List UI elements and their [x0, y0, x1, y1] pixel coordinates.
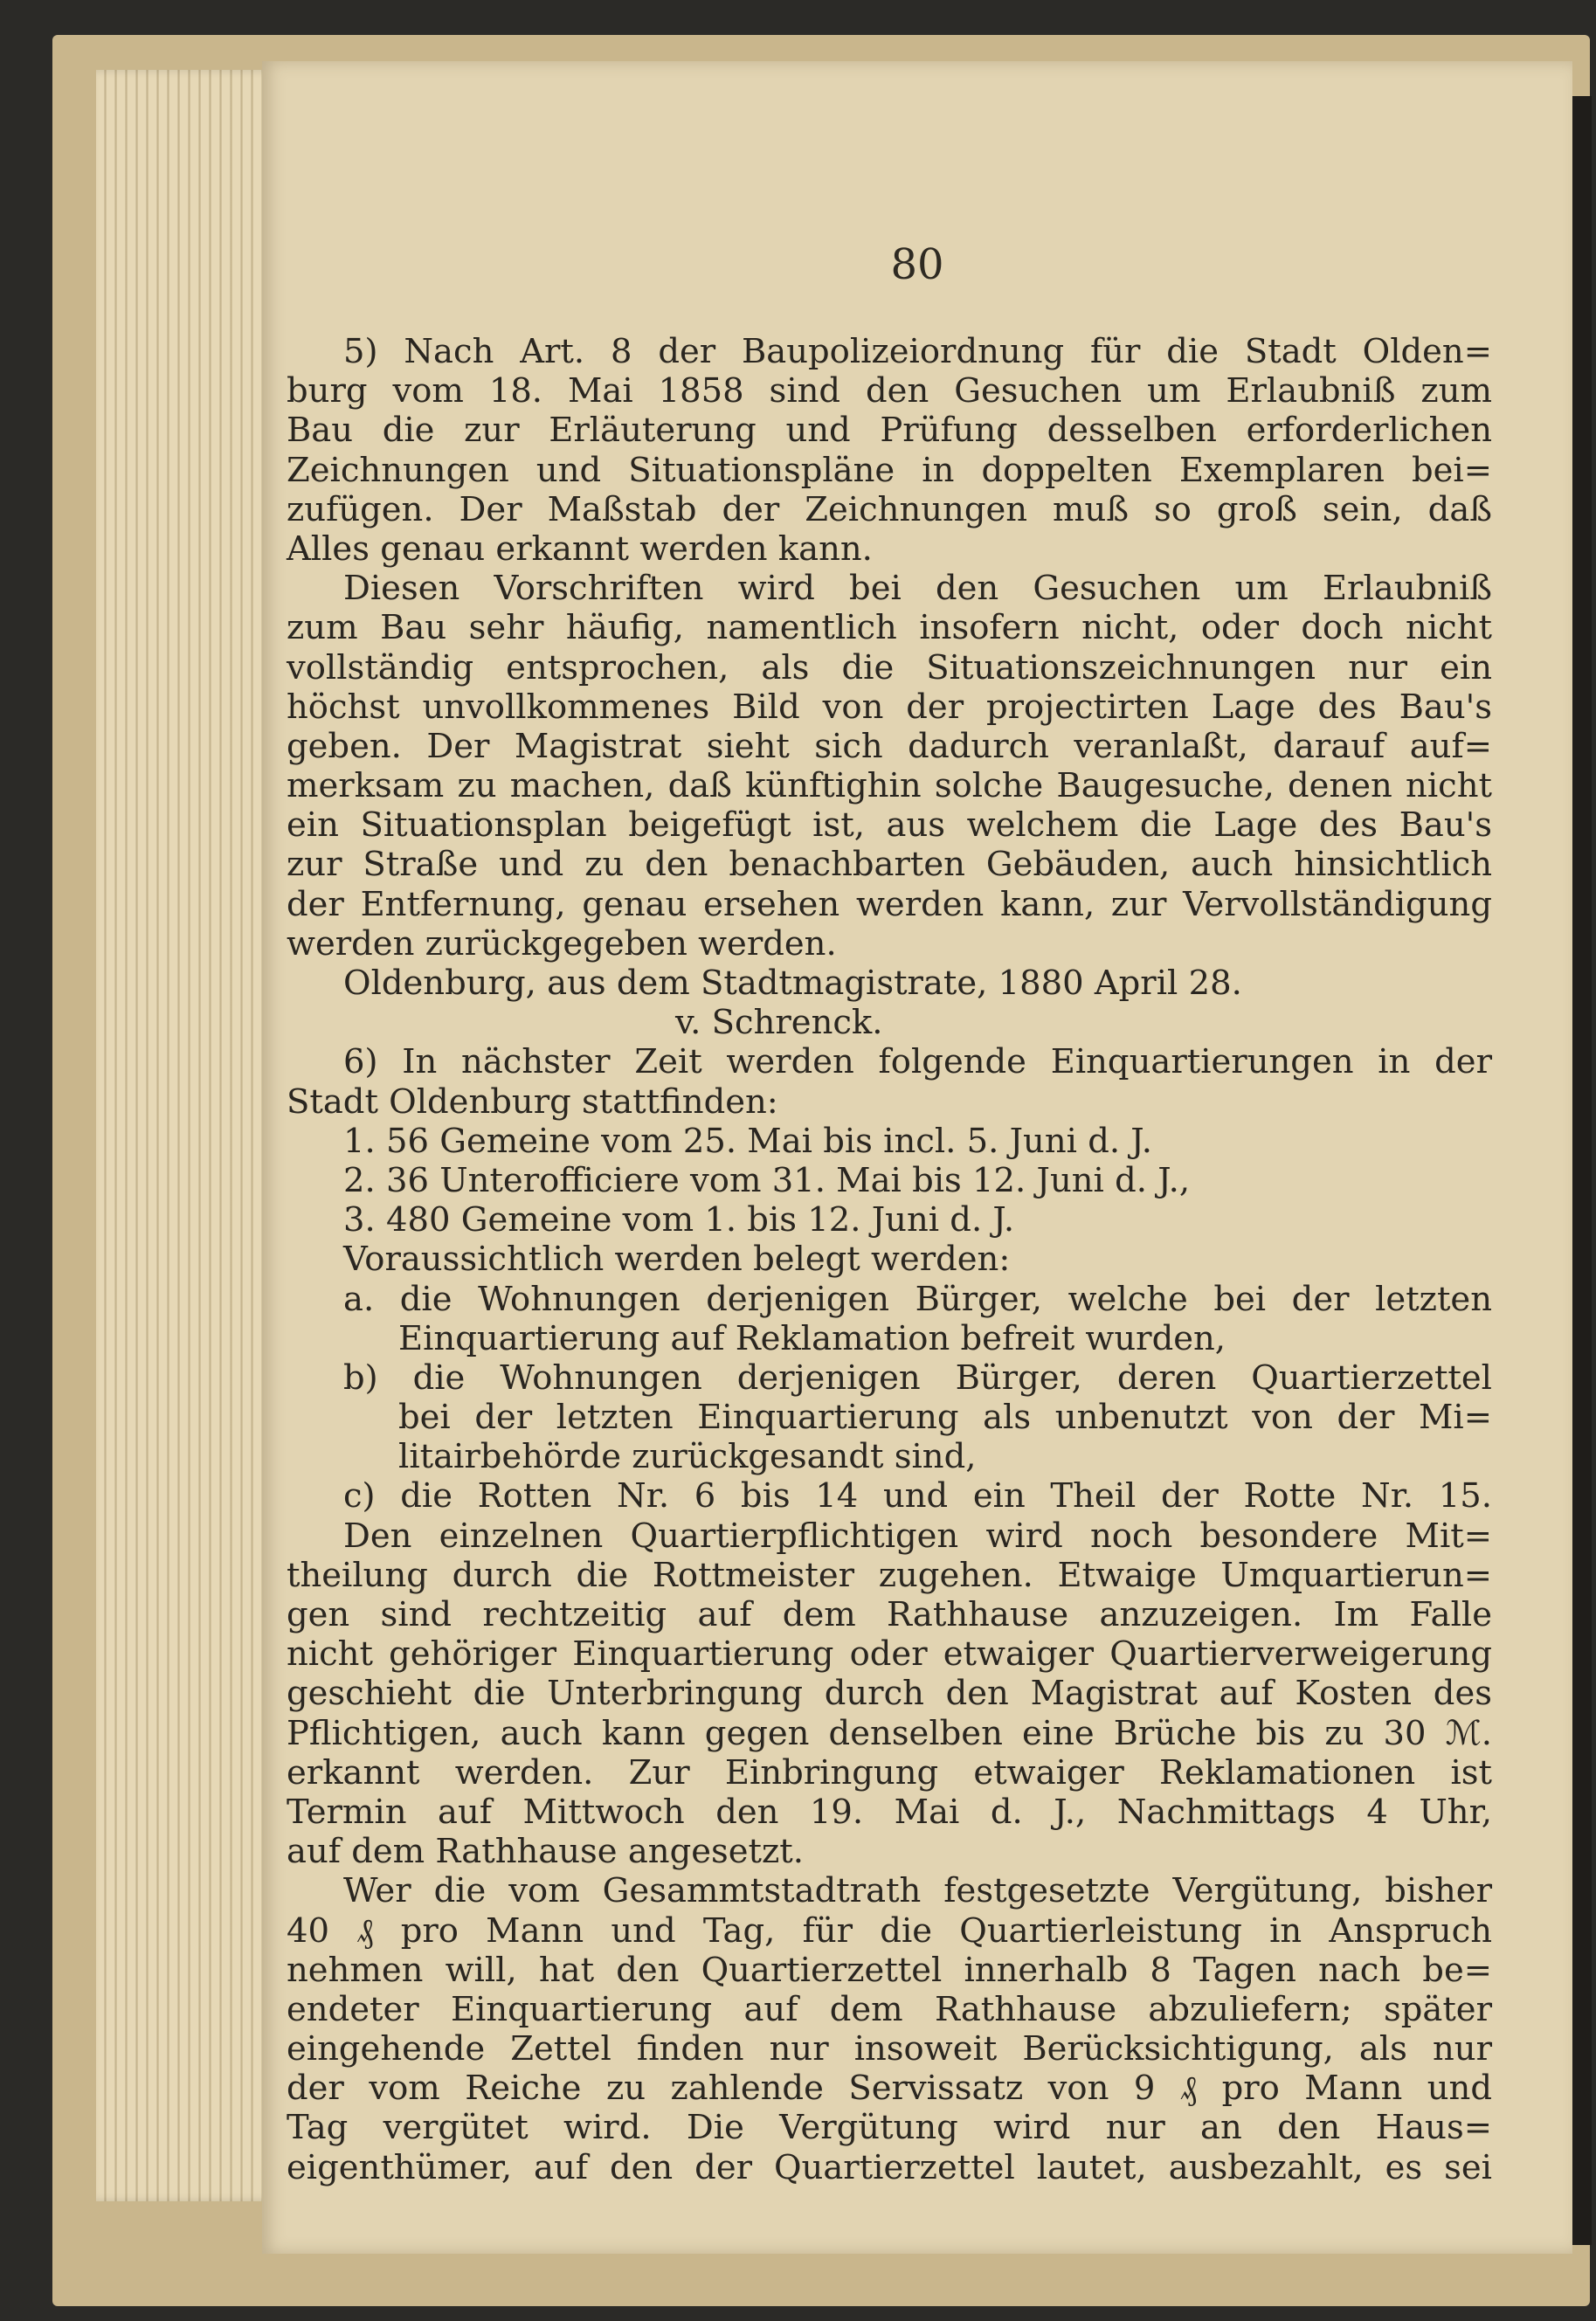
- text-line: [287, 1476, 1492, 1516]
- text-line-content: vollständig entsprochen, als die Situationszeichnungen nur ein: [287, 647, 1492, 687]
- text-line-content: ein Situationsplan beigefügt ist, aus welchem die Lage des Bau's: [287, 805, 1492, 846]
- text-line-content: Voraussichtlich werden belegt werden:: [343, 1240, 1011, 1280]
- text-line: [287, 1516, 1492, 1556]
- text-line: [287, 451, 1492, 490]
- text-line-content: erkannt werden. Zur Einbringung etwaiger Reklamationen ist: [287, 1752, 1492, 1793]
- text-line-content: Diesen Vorschriften wird bei den Gesuchen um Erlaubniß: [343, 569, 1492, 609]
- text-line: [287, 1871, 1492, 1910]
- text-line: [287, 1082, 1492, 1122]
- text-line: [287, 1042, 1492, 1081]
- text-line-content: v. Schrenck.: [675, 1003, 883, 1043]
- text-line: [287, 1398, 1492, 1437]
- text-line-content: Wer die vom Gesammtstadtrath festgesetzte Vergütung, bisher: [343, 1871, 1492, 1911]
- text-line: [287, 1200, 1492, 1240]
- text-line: [287, 2069, 1492, 2108]
- text-line: [287, 332, 1492, 371]
- text-line-content: endeter Einquartierung auf dem Rathhause abzuliefern; später: [287, 1989, 1492, 2029]
- text-line: [287, 1437, 1492, 1476]
- text-line: [287, 1595, 1492, 1634]
- text-line-content: Oldenburg, aus dem Stadtmagistrate, 1880 April 28.: [343, 964, 1242, 1003]
- text-line-content: 3. 480 Gemeine vom 1. bis 12. Juni d. J.: [343, 1200, 1015, 1240]
- text-line-content: werden zurückgegeben werden.: [287, 923, 837, 964]
- text-line-content: 40 ₰ pro Mann und Tag, für die Quartierleistung in Anspruch: [287, 1910, 1492, 1951]
- text-line-content: Alles genau erkannt werden kann.: [287, 528, 873, 569]
- background-strip: [1572, 96, 1592, 2245]
- text-line-content: eingehende Zettel finden nur insoweit Berücksichtigung, als nur: [287, 2029, 1492, 2069]
- text-line: [287, 805, 1492, 845]
- text-line: [287, 1911, 1492, 1951]
- text-line-content: Stadt Oldenburg stattfinden:: [287, 1081, 778, 1122]
- text-line: [287, 1753, 1492, 1793]
- text-line-content: theilung durch die Rottmeister zugehen. Etwaige Umquartierun=: [287, 1555, 1492, 1595]
- text-line-content: a. die Wohnungen derjenigen Bürger, welche bei der letzten: [343, 1279, 1492, 1319]
- text-line: [287, 1714, 1492, 1753]
- text-line: [287, 964, 1492, 1003]
- text-line-content: der vom Reiche zu zahlende Servissatz von 9 ₰ pro Mann und: [287, 2069, 1492, 2109]
- text-line: [287, 1280, 1492, 1319]
- text-line: [287, 845, 1492, 884]
- text-line: [287, 1832, 1492, 1871]
- text-line-content: c) die Rotten Nr. 6 bis 14 und ein Theil der Rotte Nr. 15.: [343, 1476, 1492, 1516]
- text-line-content: 6) In nächster Zeit werden folgende Einquartierungen in der: [343, 1042, 1492, 1082]
- page-edges: [96, 70, 280, 2201]
- text-line-content: höchst unvollkommenes Bild von der projectirten Lage des Bau's: [287, 687, 1492, 727]
- page-number: 80: [890, 240, 944, 289]
- text-line: [287, 766, 1492, 805]
- text-line-content: zum Bau sehr häufig, namentlich insofern nicht, oder doch nicht: [287, 608, 1492, 648]
- text-line-content: 2. 36 Unterofficiere vom 31. Mai bis 12. Juni d. J.,: [343, 1160, 1191, 1200]
- text-line-content: Einquartierung auf Reklamation befreit wurden,: [398, 1318, 1226, 1358]
- text-line-content: auf dem Rathhause angesetzt.: [287, 1832, 805, 1872]
- text-line: [287, 411, 1492, 450]
- text-line-content: der Entfernung, genau ersehen werden kann, zur Vervollständigung: [287, 884, 1492, 924]
- text-line-content: bei der letzten Einquartierung als unbenutzt von der Mi=: [398, 1398, 1492, 1438]
- text-line: [287, 1240, 1492, 1279]
- text-line: [287, 1161, 1492, 1200]
- text-line: [287, 2148, 1492, 2187]
- text-line: [287, 1003, 1492, 1042]
- text-line: [287, 490, 1492, 529]
- text-line-content: Bau die zur Erläuterung und Prüfung desselben erforderlichen: [287, 411, 1492, 451]
- text-line: [287, 608, 1492, 647]
- text-line: [287, 1556, 1492, 1595]
- text-line: [287, 1319, 1492, 1358]
- text-line: [287, 2029, 1492, 2069]
- text-line: [287, 371, 1492, 411]
- text-line: [287, 1634, 1492, 1674]
- text-line: [287, 1122, 1492, 1161]
- text-line-content: 1. 56 Gemeine vom 25. Mai bis incl. 5. Juni d. J.: [343, 1121, 1152, 1161]
- text-line-content: geben. Der Magistrat sieht sich dadurch veranlaßt, darauf auf=: [287, 726, 1492, 766]
- text-line: [287, 885, 1492, 924]
- text-line-content: burg vom 18. Mai 1858 sind den Gesuchen um Erlaubniß zum: [287, 371, 1492, 411]
- text-line-content: nehmen will, hat den Quartierzettel innerhalb 8 Tagen nach be=: [287, 1950, 1492, 1990]
- text-line-content: zur Straße und zu den benachbarten Gebäuden, auch hinsichtlich: [287, 845, 1492, 885]
- body-text: [287, 332, 1492, 2187]
- text-line-content: geschieht die Unterbringung durch den Magistrat auf Kosten des: [287, 1674, 1492, 1714]
- text-line: [287, 727, 1492, 766]
- text-line-content: Termin auf Mittwoch den 19. Mai d. J., Nachmittags 4 Uhr,: [287, 1792, 1492, 1832]
- text-line-content: zufügen. Der Maßstab der Zeichnungen muß so groß sein, daß: [287, 489, 1492, 529]
- text-line: [287, 687, 1492, 727]
- text-line-content: Tag vergütet wird. Die Vergütung wird nur an den Haus=: [287, 2108, 1492, 2148]
- text-line: [287, 1358, 1492, 1398]
- text-line-content: merksam zu machen, daß künftighin solche Baugesuche, denen nicht: [287, 766, 1492, 806]
- text-line-content: Zeichnungen und Situationspläne in doppelten Exemplaren bei=: [287, 450, 1492, 490]
- text-line-content: b) die Wohnungen derjenigen Bürger, deren Quartierzettel: [343, 1357, 1492, 1398]
- text-line-content: gen sind rechtzeitig auf dem Rathhause anzuzeigen. Im Falle: [287, 1595, 1492, 1634]
- text-line-content: litairbehörde zurückgesandt sind,: [398, 1437, 977, 1477]
- text-line: [287, 1793, 1492, 1832]
- text-line-content: 5) Nach Art. 8 der Baupolizeiordnung für die Stadt Olden=: [343, 332, 1492, 371]
- text-line: [287, 924, 1492, 964]
- text-line-content: nicht gehöriger Einquartierung oder etwaiger Quartierverweigerung: [287, 1634, 1492, 1675]
- text-line: [287, 1990, 1492, 2029]
- text-line: [287, 529, 1492, 569]
- text-line: [287, 2108, 1492, 2147]
- text-line: [287, 1674, 1492, 1713]
- text-line-content: Pflichtigen, auch kann gegen denselben eine Brüche bis zu 30 ℳ.: [287, 1713, 1492, 1753]
- text-line: [287, 569, 1492, 608]
- text-line: [287, 1951, 1492, 1990]
- text-line-content: Den einzelnen Quartierpflichtigen wird noch besondere Mit=: [343, 1516, 1492, 1556]
- text-line: [287, 648, 1492, 687]
- text-line-content: eigenthümer, auf den der Quartierzettel lautet, ausbezahlt, es sei: [287, 2147, 1492, 2187]
